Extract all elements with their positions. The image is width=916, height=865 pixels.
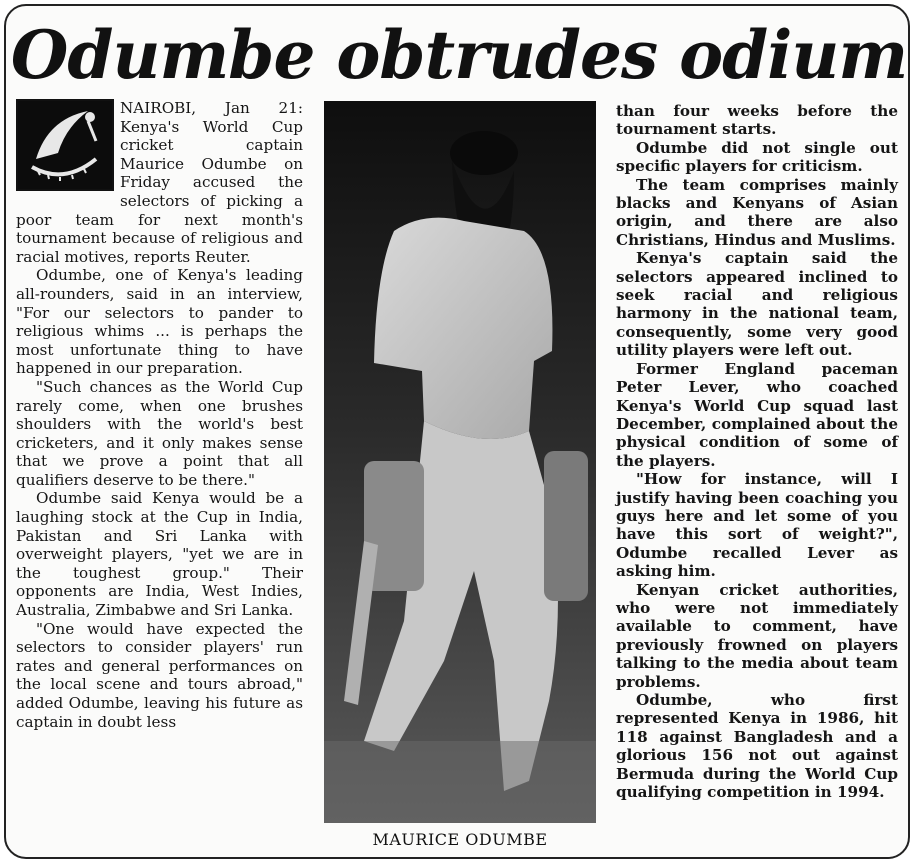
paragraph: Odumbe, one of Kenya's leading all-rounders, said in an interview, "For our selectors to pander to religious whims ... is perhaps the most unfortunate thing to have happened in our preparation. [16, 266, 303, 378]
paragraph: than four weeks before the tournament starts. [616, 102, 898, 139]
paragraph: Former England paceman Peter Lever, who coached Kenya's World Cup squad last December, complained about the physical condition of some of the players. [616, 359, 898, 470]
paragraph: "Such chances as the World Cup rarely come, when one brushes shoulders with the world's best cricketers, and it only makes sense that we prove a point that all qualifiers deserve to be there." [16, 377, 303, 489]
article-column-right [616, 102, 898, 801]
paragraph: Odumbe said Kenya would be a laughing stock at the Cup in India, Pakistan and Sri Lanka with overweight players, "yet we are in the toughest group." Their opponents are India, West Indies, Australia, Zimbabwe and Sri Lanka. [16, 489, 303, 620]
headline: Odumbe obtrudes odium [10, 16, 908, 94]
paragraph: "One would have expected the selectors to consider players' run rates and general performances on the local scene and tours abroad," added Odumbe, leaving his future as captain in doubt less [16, 619, 303, 731]
paragraph: Kenya's captain said the selectors appeared inclined to seek racial and religious harmony in the national team, consequently, some very good utility players were left out. [616, 249, 898, 360]
photo-caption: MAURICE ODUMBE [372, 830, 548, 849]
player-photo [324, 101, 596, 823]
article-column-left [16, 99, 303, 731]
paragraph: Kenyan cricket authorities, who were not immediately available to comment, have previously frowned on players talking to the media about team problems. [616, 580, 898, 691]
paragraph: The team comprises mainly blacks and Kenyans of Asian origin, and there are also Christians, Hindus and Muslims. [616, 175, 898, 249]
paragraph: Odumbe, who first represented Kenya in 1986, hit 118 against Bangladesh and a glorious 156 not out against Bermuda during the World Cup qualifying competition in 1994. [616, 691, 898, 802]
paragraph: "How for instance, will I justify having been coaching you guys here and let some of you have this sort of weight?", Odumbe recalled Lever as asking him. [616, 470, 898, 581]
news-clipping [4, 4, 910, 859]
paragraph: NAIROBI, Jan 21: Kenya's World Cup cricket captain Maurice Odumbe on Friday accused the selectors of picking a poor team for next month's tournament because of religious and racial motives, reports Reuter. [16, 99, 303, 266]
world-cup-logo-icon [16, 99, 114, 191]
paragraph: Odumbe did not single out specific players for criticism. [616, 138, 898, 176]
